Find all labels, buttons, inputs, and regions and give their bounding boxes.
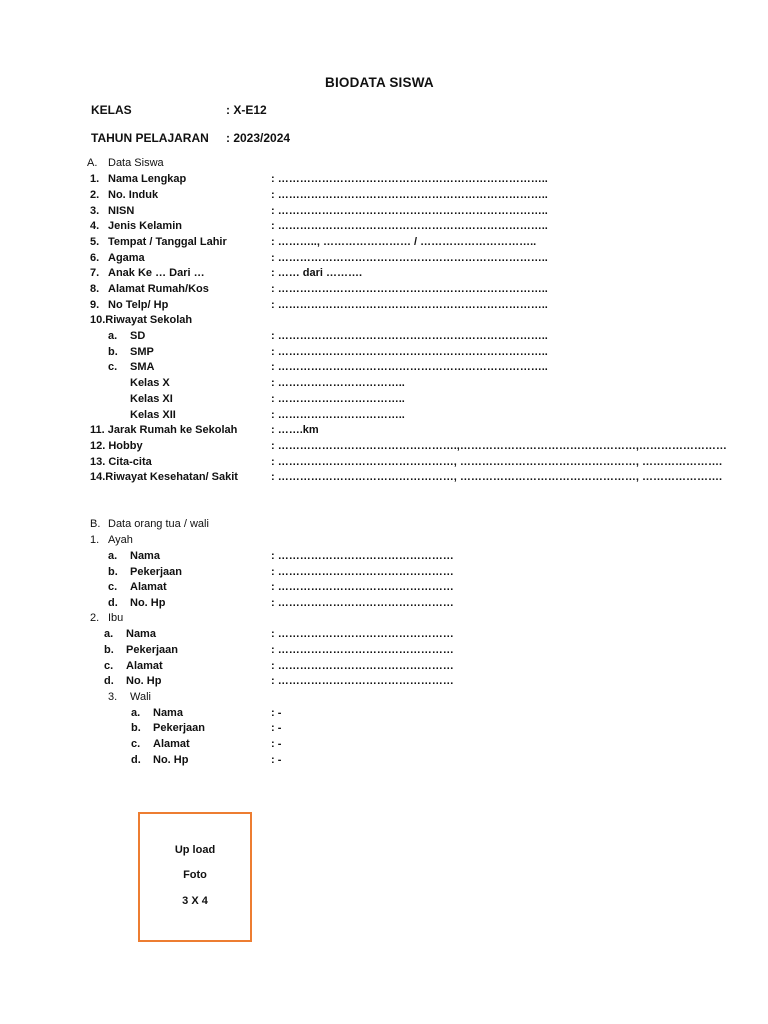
ayah-label: Ayah bbox=[108, 534, 133, 546]
ayah-nama-label: Nama bbox=[130, 550, 160, 562]
ayah-alamat-label: Alamat bbox=[130, 581, 167, 593]
ibu-field-marker: a. bbox=[104, 628, 114, 640]
ayah-pekerjaan-label: Pekerjaan bbox=[130, 566, 182, 578]
wali-label: Wali bbox=[130, 691, 151, 703]
row-value-no-telp: : ……………………………………………………………….. bbox=[271, 299, 548, 311]
kelas-xi-label: Kelas XI bbox=[130, 393, 173, 405]
wali-no-hp-value: : - bbox=[271, 754, 282, 766]
hobby-label: 12. Hobby bbox=[90, 440, 143, 452]
row-label-nama-lengkap: Nama Lengkap bbox=[108, 173, 187, 185]
row-label-agama: Agama bbox=[108, 252, 145, 264]
wali-alamat-value: : - bbox=[271, 738, 282, 750]
ibu-no-hp-value: : ………………………………………… bbox=[271, 675, 454, 687]
ibu-pekerjaan-value: : ………………………………………… bbox=[271, 644, 454, 656]
ibu-field-marker: c. bbox=[104, 660, 114, 672]
kelas-xi-value: : …………………………….. bbox=[271, 393, 405, 405]
photo-upload-size: 3 X 4 bbox=[182, 895, 208, 907]
row-label-tempat-tanggal-lahir: Tempat / Tanggal Lahir bbox=[108, 236, 227, 248]
jarak-rumah-label: 11. Jarak Rumah ke Sekolah bbox=[90, 424, 238, 436]
wali-field-marker: b. bbox=[131, 722, 141, 734]
riwayat-marker: c. bbox=[108, 361, 118, 373]
ibu-field-marker: b. bbox=[104, 644, 114, 656]
ayah-pekerjaan-value: : ………………………………………… bbox=[271, 566, 454, 578]
wali-field-marker: a. bbox=[131, 707, 141, 719]
kelas-xii-label: Kelas XII bbox=[130, 409, 176, 421]
ayah-field-marker: a. bbox=[108, 550, 118, 562]
riwayat-smp-label: SMP bbox=[130, 346, 154, 358]
riwayat-marker: a. bbox=[108, 330, 118, 342]
photo-upload-line1: Up load bbox=[174, 844, 216, 856]
row-value-agama: : ……………………………………………………………….. bbox=[271, 252, 548, 264]
section-a-heading: Data Siswa bbox=[108, 157, 164, 169]
riwayat-sma-label: SMA bbox=[130, 361, 155, 373]
jarak-rumah-value: : …….km bbox=[271, 424, 319, 436]
wali-nama-value: : - bbox=[271, 707, 282, 719]
wali-no-hp-label: No. Hp bbox=[153, 754, 189, 766]
ibu-alamat-value: : ………………………………………… bbox=[271, 660, 454, 672]
row-number: 4. bbox=[90, 220, 100, 232]
riwayat-kesehatan-value: : …………………………………………, …………………………………………, …………………. bbox=[271, 471, 722, 483]
ayah-field-marker: c. bbox=[108, 581, 118, 593]
row-value-jenis-kelamin: : ……………………………………………………………….. bbox=[271, 220, 548, 232]
photo-upload-line2: Foto bbox=[183, 869, 207, 881]
ibu-number: 2. bbox=[90, 612, 100, 624]
ayah-nama-value: : ………………………………………… bbox=[271, 550, 454, 562]
wali-number: 3. bbox=[108, 691, 118, 703]
hobby-value: : ………………………………………….,…………………………………………,…………………… bbox=[271, 440, 727, 452]
row-value-no-induk: : ……………………………………………………………….. bbox=[271, 189, 548, 201]
row-value-alamat-rumah: : ……………………………………………………………….. bbox=[271, 283, 548, 295]
ayah-no-hp-value: : ………………………………………… bbox=[271, 597, 454, 609]
wali-nama-label: Nama bbox=[153, 707, 183, 719]
wali-field-marker: d. bbox=[131, 754, 141, 766]
section-b-marker: B. bbox=[90, 518, 101, 530]
ibu-pekerjaan-label: Pekerjaan bbox=[126, 644, 178, 656]
page-title: BIODATA SISWA bbox=[325, 75, 434, 90]
row-number: 8. bbox=[90, 283, 100, 295]
riwayat-sd-value: : ……………………………………………………………….. bbox=[271, 330, 548, 342]
ibu-nama-value: : ………………………………………… bbox=[271, 628, 454, 640]
riwayat-kesehatan-label: 14.Riwayat Kesehatan/ Sakit bbox=[90, 471, 238, 483]
row-number: 5. bbox=[90, 236, 100, 248]
photo-upload-box[interactable] bbox=[138, 812, 252, 942]
wali-field-marker: c. bbox=[131, 738, 141, 750]
kelas-label: KELAS bbox=[91, 103, 132, 117]
ayah-field-marker: b. bbox=[108, 566, 118, 578]
cita-cita-value: : …………………………………………, …………………………………………, …………………. bbox=[271, 456, 722, 468]
ibu-field-marker: d. bbox=[104, 675, 114, 687]
tahun-label: TAHUN PELAJARAN bbox=[91, 131, 209, 145]
riwayat-marker: b. bbox=[108, 346, 118, 358]
kelas-x-value: : …………………………….. bbox=[271, 377, 405, 389]
row-label-alamat-rumah: Alamat Rumah/Kos bbox=[108, 283, 209, 295]
row-number: 7. bbox=[90, 267, 100, 279]
row-label-nisn: NISN bbox=[108, 205, 135, 217]
cita-cita-label: 13. Cita-cita bbox=[90, 456, 152, 468]
row-label-no-induk: No. Induk bbox=[108, 189, 159, 201]
row-value-tempat-tanggal-lahir: : ……….., …………………… / ………………………….. bbox=[271, 236, 537, 248]
ayah-number: 1. bbox=[90, 534, 100, 546]
riwayat-sd-label: SD bbox=[130, 330, 146, 342]
wali-pekerjaan-label: Pekerjaan bbox=[153, 722, 205, 734]
section-a-marker: A. bbox=[87, 157, 98, 169]
ayah-alamat-value: : ………………………………………… bbox=[271, 581, 454, 593]
tahun-value: : 2023/2024 bbox=[226, 131, 291, 145]
riwayat-sma-value: : ……………………………………………………………….. bbox=[271, 361, 548, 373]
row-number: 2. bbox=[90, 189, 100, 201]
ibu-no-hp-label: No. Hp bbox=[126, 675, 162, 687]
row-value-nama-lengkap: : ……………………………………………………………….. bbox=[271, 173, 548, 185]
ibu-alamat-label: Alamat bbox=[126, 660, 163, 672]
ayah-no-hp-label: No. Hp bbox=[130, 597, 166, 609]
wali-alamat-label: Alamat bbox=[153, 738, 190, 750]
kelas-xii-value: : …………………………….. bbox=[271, 409, 405, 421]
row-number: 1. bbox=[90, 173, 100, 185]
row-number: 6. bbox=[90, 252, 100, 264]
row-value-nisn: : ……………………………………………………………….. bbox=[271, 205, 548, 217]
ibu-nama-label: Nama bbox=[126, 628, 156, 640]
row-label-jenis-kelamin: Jenis Kelamin bbox=[108, 220, 182, 232]
row-label-anak-ke: Anak Ke … Dari … bbox=[108, 267, 205, 279]
row-value-anak-ke: : …… dari ………. bbox=[271, 267, 363, 279]
kelas-x-label: Kelas X bbox=[130, 377, 170, 389]
riwayat-sekolah-label: 10.Riwayat Sekolah bbox=[90, 314, 193, 326]
wali-pekerjaan-value: : - bbox=[271, 722, 282, 734]
kelas-value: : X-E12 bbox=[226, 103, 267, 117]
ayah-field-marker: d. bbox=[108, 597, 118, 609]
row-number: 9. bbox=[90, 299, 100, 311]
row-number: 3. bbox=[90, 205, 100, 217]
ibu-label: Ibu bbox=[108, 612, 124, 624]
riwayat-smp-value: : ……………………………………………………………….. bbox=[271, 346, 548, 358]
section-b-heading: Data orang tua / wali bbox=[108, 518, 209, 530]
row-label-no-telp: No Telp/ Hp bbox=[108, 299, 169, 311]
